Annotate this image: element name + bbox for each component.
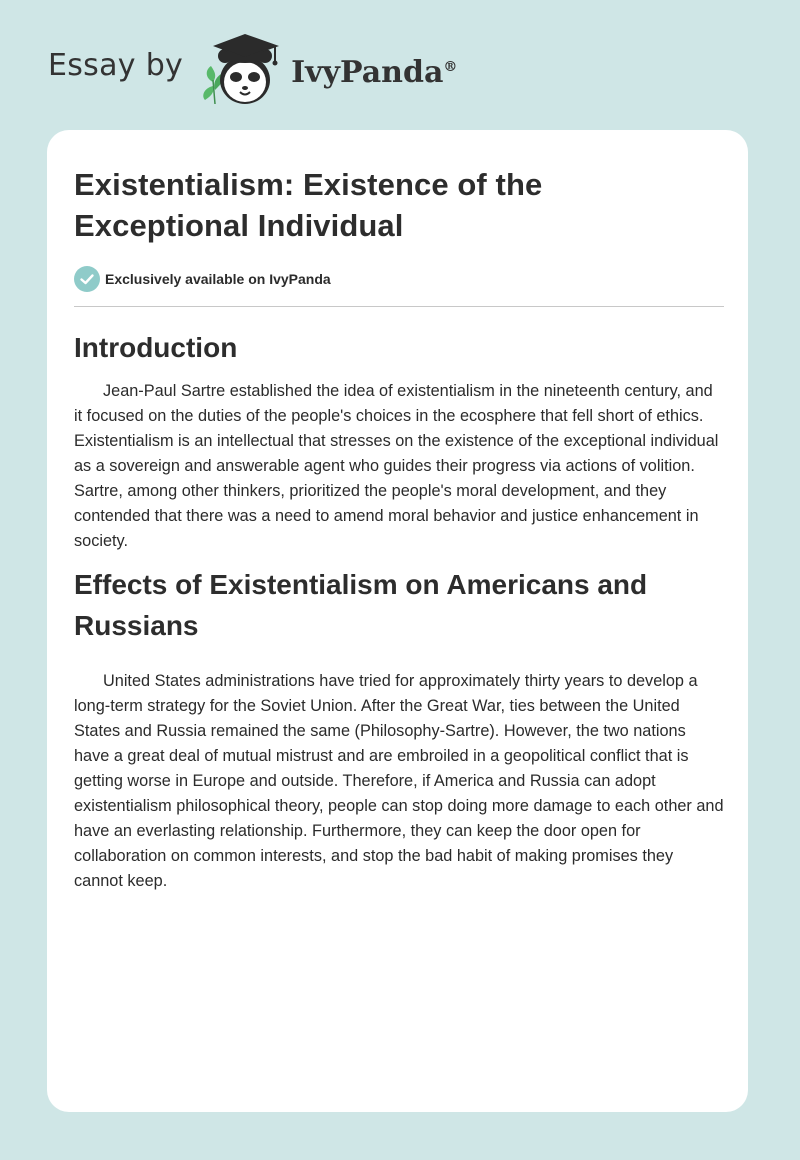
essay-card [47, 130, 748, 1112]
page-title: Existentialism: Existence of the Exceptional Individual [74, 167, 543, 243]
brand-header [48, 30, 457, 110]
brand-prefix: Essay by [48, 47, 184, 83]
exclusive-label: Exclusively available on IvyPanda [105, 271, 331, 287]
essay-content [74, 164, 724, 894]
brand-name: IvyPanda® [291, 54, 458, 90]
registered-mark: ® [443, 58, 458, 75]
section-heading-introduction: Introduction [74, 332, 238, 363]
section-paragraph-effects: United States administrations have tried for approximately thirty years to develop a long-term strategy for the Soviet Union. After the Great War, ties between the United States and Russia remained the same (Philosophy-Sartre). However, the two nations have a great deal of mutual mistrust and are embroiled in a geopolitical conflict that is getting worse in Europe and outside. Therefore, if America and Russia can adopt existentialism philosophical theory, people can stop doing more damage to each other and have an everlasting relationship. Furthermore, they can keep the door open for collaboration on common interests, and stop the bad habit of making promises they cannot keep. [74, 672, 724, 890]
check-circle-icon [74, 266, 100, 292]
divider [74, 306, 724, 307]
section-paragraph-introduction: Jean-Paul Sartre established the idea of existentialism in the nineteenth century, and it focused on the duties of the people's choices in the ecosphere that fell short of ethics. Existentialism is an intellectual that stresses on the existence of the exceptional individual as a sovereign and answerable agent who guides their progress via actions of volition. Sartre, among other thinkers, prioritized the people's moral development, and they contended that there was a need to amend moral behavior and justice enhancement in society. [74, 382, 719, 550]
section-heading-effects: Effects of Existentialism on Americans and Russians [74, 569, 648, 641]
leaf-icon [203, 66, 222, 104]
panda-logo-icon[interactable] [199, 30, 285, 110]
exclusive-badge [74, 266, 724, 292]
